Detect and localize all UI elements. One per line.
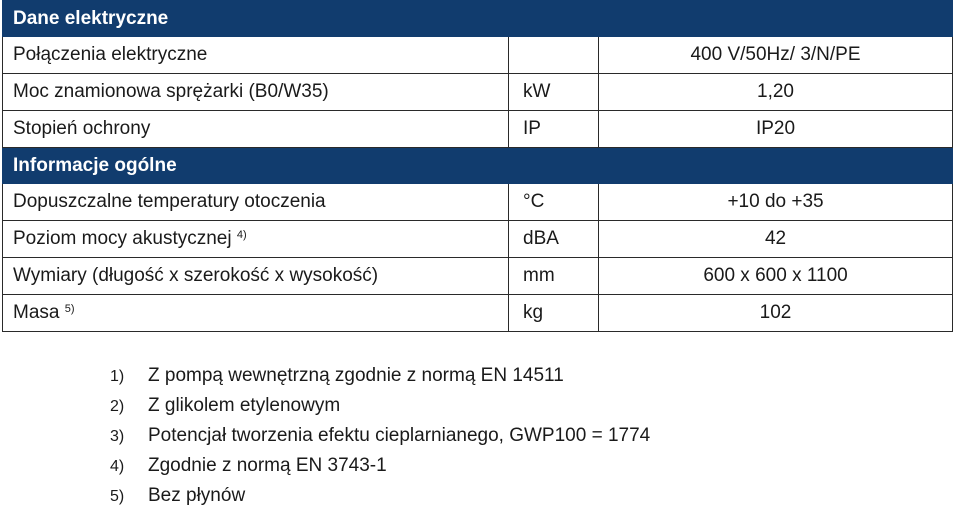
row-unit: kg: [509, 295, 599, 332]
footnote-text: Bez płynów: [148, 485, 246, 506]
row-value: 42: [599, 221, 953, 258]
footnote-text: Zgodnie z normą EN 3743-1: [148, 455, 387, 476]
section-title: Informacje ogólne: [3, 148, 953, 184]
row-value: 102: [599, 295, 953, 332]
table-row: [3, 184, 953, 221]
row-label: Moc znamionowa sprężarki (B0/W35): [3, 74, 509, 111]
footnote-number: 1): [110, 368, 125, 385]
row-unit: kW: [509, 74, 599, 111]
row-value: 400 V/50Hz/ 3/N/PE: [599, 37, 953, 74]
footnote-ref: 4): [236, 229, 247, 241]
footnote-item: [110, 481, 650, 511]
spec-table: [2, 0, 953, 332]
footnote-item: [110, 451, 650, 481]
row-unit: °C: [509, 184, 599, 221]
table-row: [3, 295, 953, 332]
footnote-ref: 5): [64, 303, 75, 315]
row-value: IP20: [599, 111, 953, 148]
row-label: Poziom mocy akustycznej $^{4)}$: [3, 221, 509, 258]
footnote-number: 3): [110, 428, 125, 445]
table-row: [3, 37, 953, 74]
row-label: Dopuszczalne temperatury otoczenia: [3, 184, 509, 221]
row-label: Wymiary (długość x szerokość x wysokość): [3, 258, 509, 295]
row-unit: dBA: [509, 221, 599, 258]
section-header-electrical: [3, 1, 953, 37]
row-value: +10 do +35: [599, 184, 953, 221]
footnote-text: Z pompą wewnętrzną zgodnie z normą EN 14511: [148, 365, 564, 386]
row-unit: mm: [509, 258, 599, 295]
footnote-item: [110, 421, 650, 451]
footnote-number: 2): [110, 398, 125, 415]
footnote-item: [110, 361, 650, 391]
row-value: 1,20: [599, 74, 953, 111]
footnote-text: Z glikolem etylenowym: [148, 395, 341, 416]
row-unit: [509, 37, 599, 74]
section-header-general: [3, 148, 953, 184]
footnote-number: 4): [110, 458, 125, 475]
table-row: [3, 74, 953, 111]
section-title: Dane elektryczne: [3, 1, 953, 37]
row-label: Masa $^{5)}$: [3, 295, 509, 332]
footnote-item: [110, 391, 650, 421]
row-label: Połączenia elektryczne: [3, 37, 509, 74]
footnote-number: 5): [110, 488, 125, 505]
footnotes-list: [110, 361, 650, 511]
row-unit: IP: [509, 111, 599, 148]
table-row: [3, 111, 953, 148]
table-row: [3, 221, 953, 258]
table-row: [3, 258, 953, 295]
row-value: 600 x 600 x 1100: [599, 258, 953, 295]
row-label: Stopień ochrony: [3, 111, 509, 148]
footnote-text: Potencjał tworzenia efektu cieplarnianego, GWP100 = 1774: [148, 425, 651, 446]
